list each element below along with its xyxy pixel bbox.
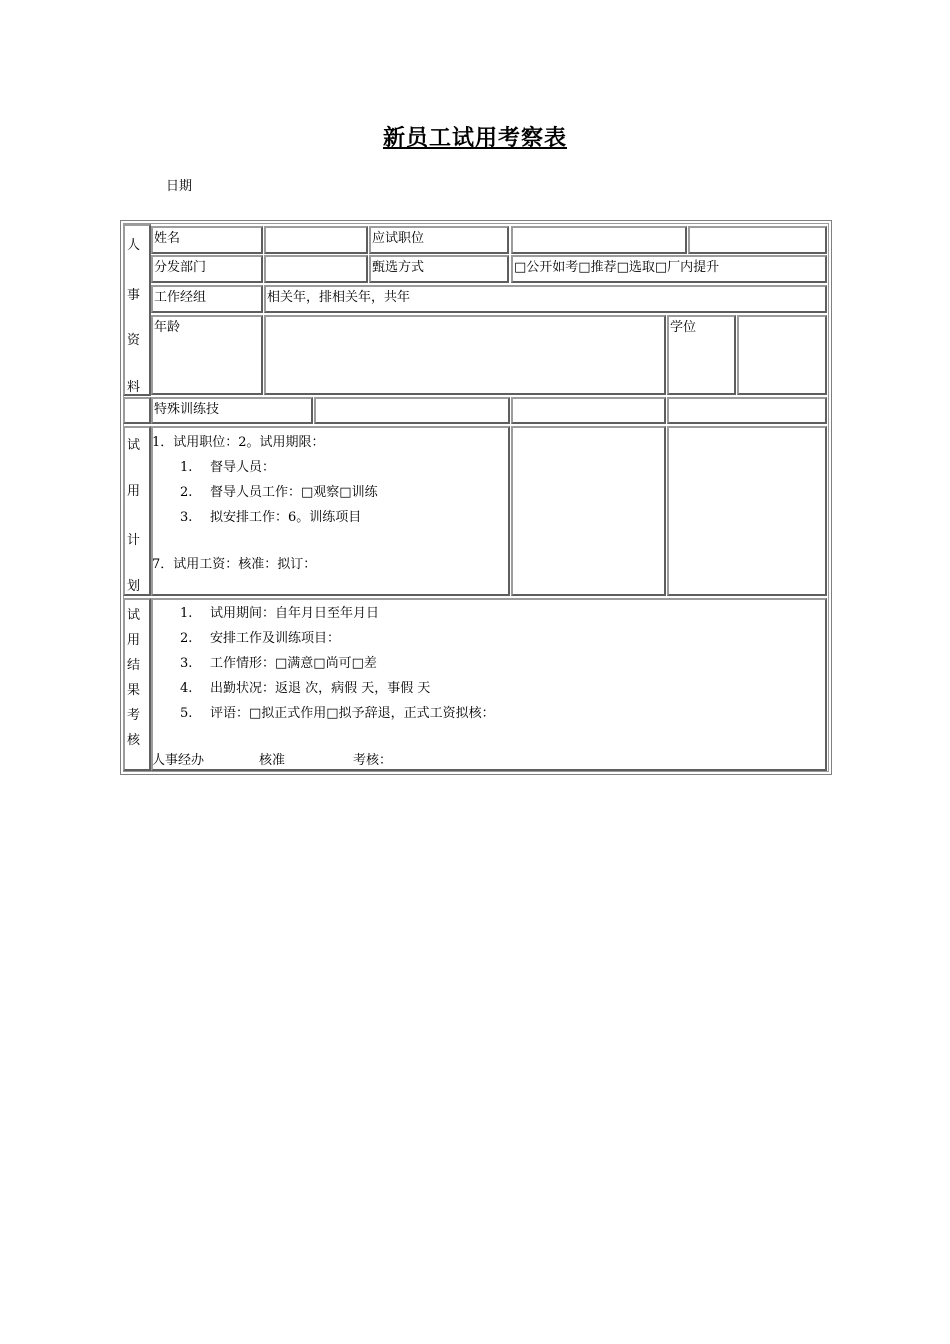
section-char: 资 bbox=[127, 333, 141, 348]
training-field-3[interactable] bbox=[667, 397, 827, 424]
evaluation-form bbox=[120, 220, 832, 775]
section-char: 试 bbox=[127, 438, 141, 453]
position-field[interactable] bbox=[511, 226, 687, 254]
education-label: 学位 bbox=[667, 315, 736, 395]
section-char: 计 bbox=[127, 533, 141, 548]
result-item-4: 4. 出勤状况：返退 次，病假 天，事假 天 bbox=[180, 681, 431, 696]
result-item-1: 1. 试用期间：自年月日至年月日 bbox=[180, 606, 380, 621]
training-side-blank bbox=[123, 397, 151, 424]
dept-label: 分发部门 bbox=[151, 255, 263, 283]
sign-review: 考核： bbox=[353, 753, 393, 768]
training-label: 特殊训练技 bbox=[151, 397, 313, 424]
plan-item-1: 1. 督导人员： bbox=[180, 460, 276, 475]
plan-field-1[interactable] bbox=[511, 426, 666, 596]
section-char: 试 bbox=[127, 608, 141, 623]
section-char: 用 bbox=[127, 484, 141, 499]
section-char: 考 bbox=[127, 708, 141, 723]
date-label: 日期 bbox=[166, 179, 193, 194]
selection-options[interactable]: □公开如考□推荐□选取□厂内提升 bbox=[511, 255, 827, 283]
section-char: 核 bbox=[127, 733, 141, 748]
result-item-3: 3. 工作情形：□满意□尚可□差 bbox=[180, 656, 377, 671]
dept-field[interactable] bbox=[264, 255, 368, 283]
plan-line-1: 1．试用职位：2。试用期限： bbox=[152, 435, 325, 450]
sign-hr: 人事经办 bbox=[152, 753, 205, 768]
selection-label: 甄选方式 bbox=[369, 255, 509, 283]
age-field[interactable] bbox=[264, 315, 666, 395]
section-result-label bbox=[123, 598, 151, 771]
result-item-5: 5. 评语：□拟正式作用□拟予辞退，正式工资拟核： bbox=[180, 706, 495, 721]
plan-item-3: 3. 拟安排工作：6。训练项目 bbox=[180, 510, 362, 525]
sign-approve: 核准 bbox=[259, 753, 286, 768]
section-char: 用 bbox=[127, 633, 141, 648]
section-char: 划 bbox=[127, 579, 141, 594]
training-field-2[interactable] bbox=[511, 397, 666, 424]
experience-label: 工作经组 bbox=[151, 285, 263, 313]
education-field[interactable] bbox=[737, 315, 827, 395]
age-label: 年龄 bbox=[151, 315, 263, 395]
section-plan-label bbox=[123, 426, 151, 596]
section-personnel-label bbox=[123, 224, 151, 396]
section-char: 人 bbox=[127, 238, 141, 253]
result-item-2: 2. 安排工作及训练项目： bbox=[180, 631, 341, 646]
section-char: 结 bbox=[127, 658, 141, 673]
plan-salary-line: 7．试用工资：核准：拟订： bbox=[152, 557, 317, 572]
plan-field-2[interactable] bbox=[667, 426, 827, 596]
position-extra-field[interactable] bbox=[688, 226, 827, 254]
experience-value[interactable]: 相关年，排相关年，共年 bbox=[264, 285, 827, 313]
training-field-1[interactable] bbox=[314, 397, 510, 424]
name-label: 姓名 bbox=[151, 226, 263, 254]
page-title: 新员工试用考察表 bbox=[382, 125, 567, 151]
name-field[interactable] bbox=[264, 226, 368, 254]
section-char: 果 bbox=[127, 683, 141, 698]
plan-item-2: 2. 督导人员工作：□观察□训练 bbox=[180, 485, 378, 500]
section-char: 事 bbox=[127, 288, 141, 303]
position-label: 应试职位 bbox=[369, 226, 509, 254]
section-char: 料 bbox=[127, 380, 141, 395]
